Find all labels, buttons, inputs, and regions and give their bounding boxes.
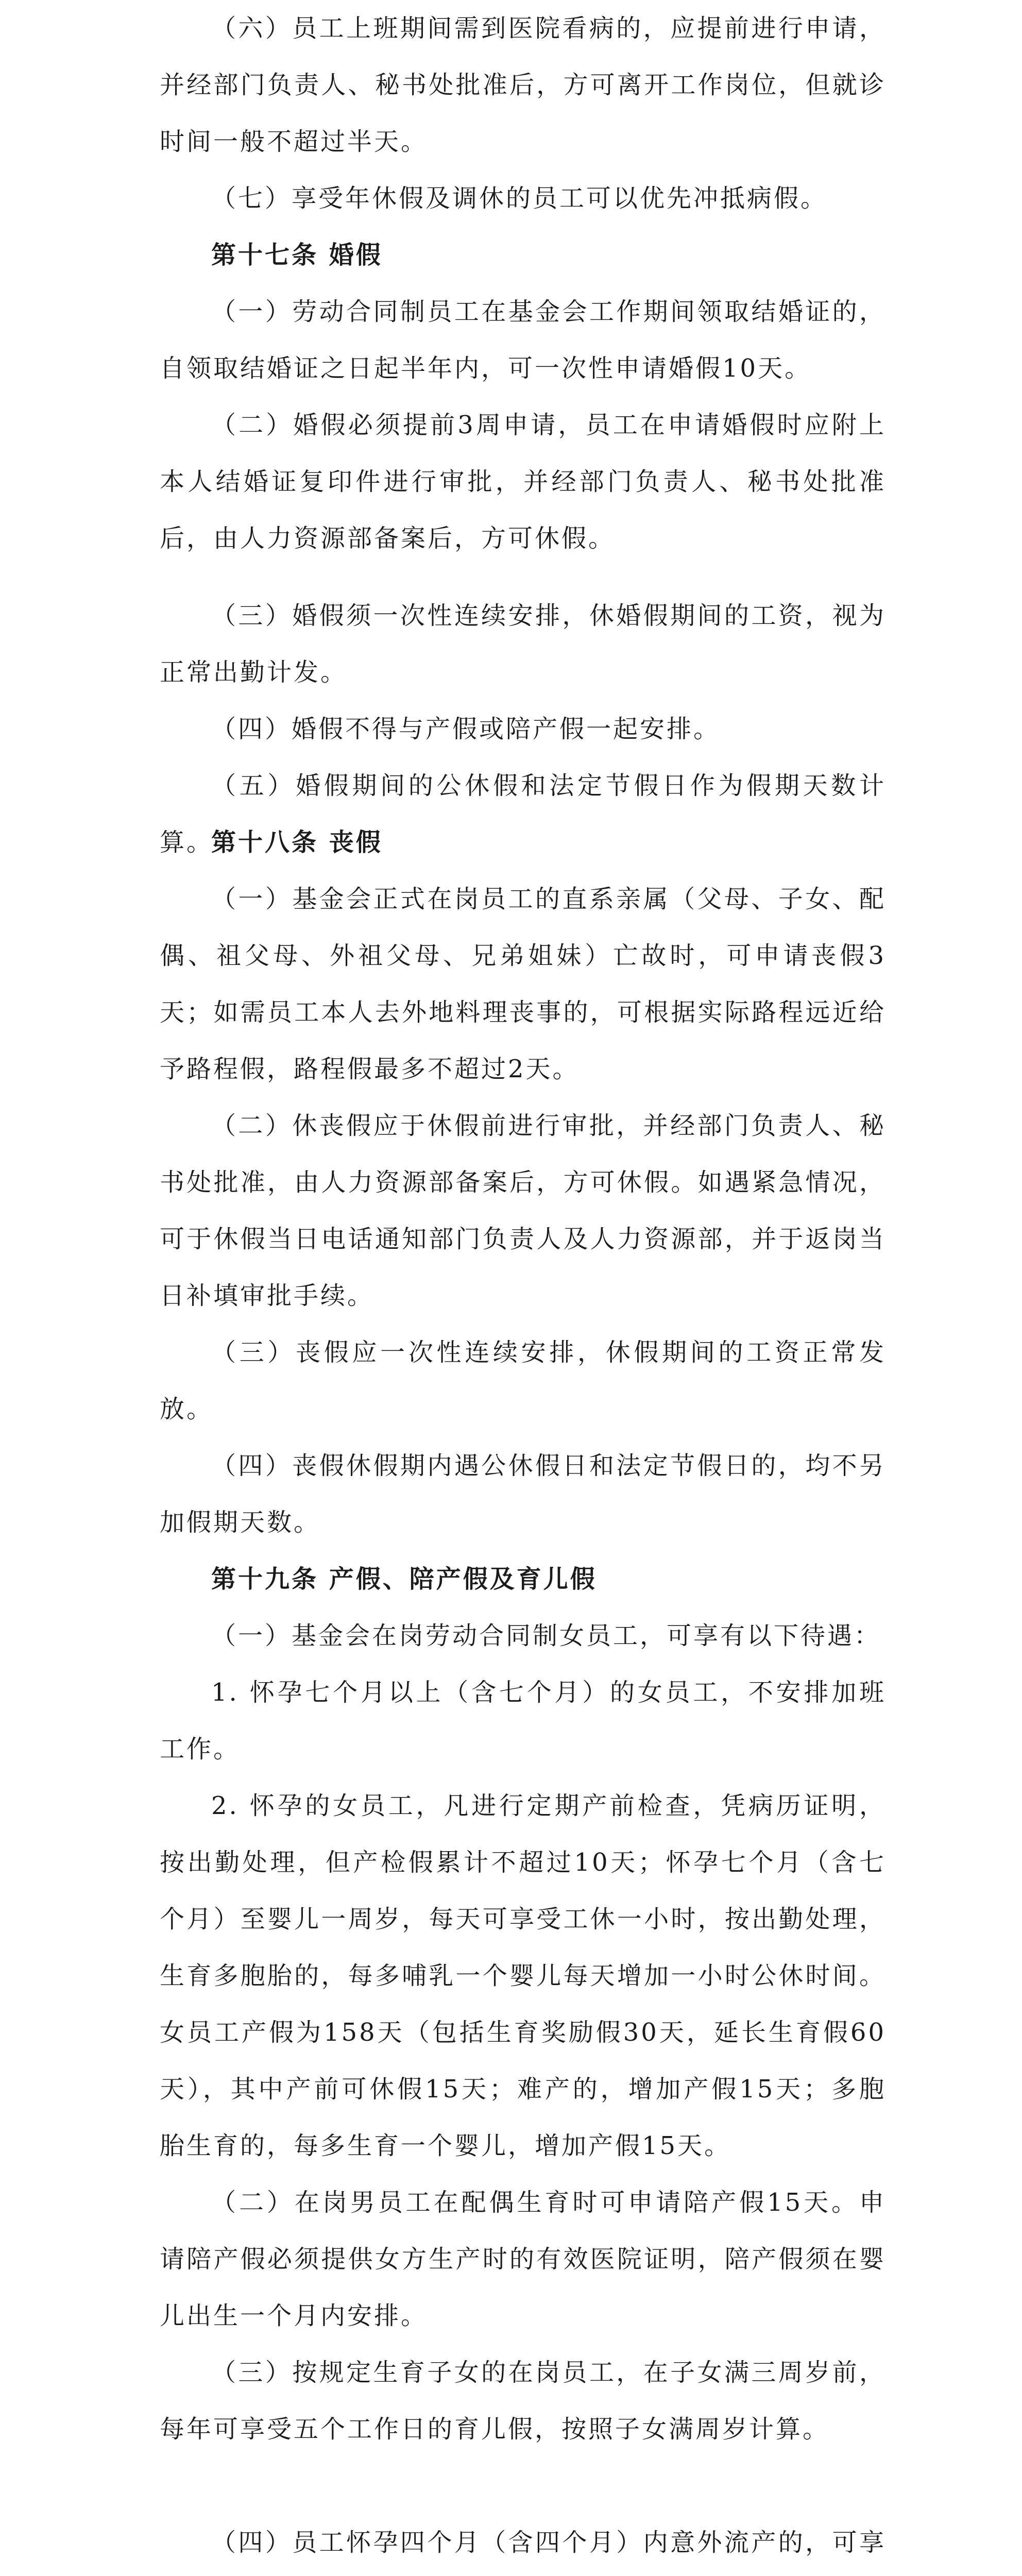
paragraph: （一）基金会在岗劳动合同制女员工，可享有以下待遇： bbox=[211, 1621, 881, 1650]
paragraph: （六）员工上班期间需到医院看病的，应提前进行申请，并经部门负责人、秘书处批准后，方可离开工作岗位，但就诊时间一般不超过半天。 bbox=[160, 14, 886, 156]
paragraph: （四）丧假休假期内遇公休假日和法定节假日的，均不另加假期天数。 bbox=[160, 1451, 886, 1537]
paragraph: （四）员工怀孕四个月（含四个月）内意外流产的，可享 bbox=[211, 2528, 886, 2557]
paragraph: （三）婚假须一次性连续安排，休婚假期间的工资，视为正常出勤计发。 bbox=[160, 601, 886, 687]
paragraph: （二）休丧假应于休假前进行审批，并经部门负责人、秘书处批准，由人力资源部备案后，方可休假。如遇紧急情况，可于休假当日电话通知部门负责人及人力资源部，并于返岗当日补填审批手续。 bbox=[160, 1111, 886, 1310]
paragraph: （三）丧假应一次性连续安排，休假期间的工资正常发放。 bbox=[160, 1338, 886, 1423]
paragraph: 1. 怀孕七个月以上（含七个月）的女员工，不安排加班工作。 bbox=[160, 1678, 886, 1764]
paragraph: 2. 怀孕的女员工，凡进行定期产前检查，凭病历证明，按出勤处理，但产检假累计不超过10天；怀孕七个月（含七个月）至婴儿一周岁，每天可享受工休一小时，按出勤处理，生育多胞胎的，每多哺乳一个婴儿每天增加一小时公休时间。女员工产假为158天（包括生育奖励假30天，延长生育假60天），其中产前可休假15天；难产的，增加产假15天；多胞胎生育的，每多生育一个婴儿，增加产假15天。 bbox=[160, 1791, 886, 2160]
paragraph: （一）劳动合同制员工在基金会工作期间领取结婚证的，自领取结婚证之日起半年内，可一次性申请婚假10天。 bbox=[160, 297, 886, 383]
article-heading: 第十七条 婚假 bbox=[211, 241, 383, 269]
paragraph: （一）基金会正式在岗员工的直系亲属（父母、子女、配偶、祖父母、外祖父母、兄弟姐妹）亡故时，可申请丧假3天；如需员工本人去外地料理丧事的，可根据实际路程远近给予路程假，路程假最多不超过2天。 bbox=[160, 885, 886, 1083]
paragraph: （二）在岗男员工在配偶生育时可申请陪产假15天。申请陪产假必须提供女方生产时的有效医院证明，陪产假须在婴儿出生一个月内安排。 bbox=[160, 2188, 886, 2330]
paragraph: （七）享受年休假及调休的员工可以优先冲抵病假。 bbox=[211, 184, 828, 213]
article-heading: 第十九条 产假、陪产假及育儿假 bbox=[211, 1565, 597, 1594]
paragraph: （四）婚假不得与产假或陪产假一起安排。 bbox=[211, 715, 721, 743]
paragraph: （三）按规定生育子女的在岗员工，在子女满三周岁前，每年可享受五个工作日的育儿假，按照子女满周岁计算。 bbox=[160, 2358, 886, 2444]
article-heading: 第十八条 丧假 bbox=[211, 828, 383, 857]
paragraph: （五）婚假期间的公休假和法定节假日作为假期天数计算。 bbox=[160, 771, 886, 857]
paragraph: （二）婚假必须提前3周申请，员工在申请婚假时应附上本人结婚证复印件进行审批，并经部门负责人、秘书处批准后，由人力资源部备案后，方可休假。 bbox=[160, 411, 886, 553]
